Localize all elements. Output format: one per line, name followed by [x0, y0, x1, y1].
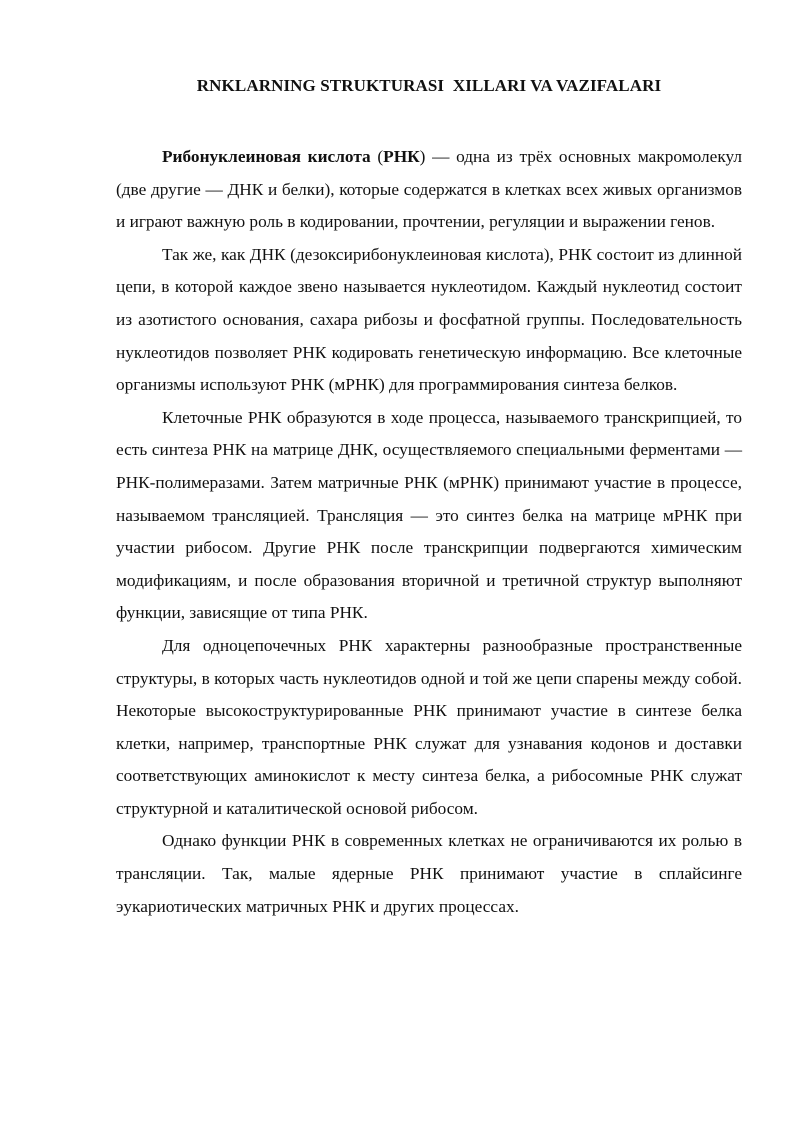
paren-open: (	[370, 147, 384, 166]
document-page	[116, 74, 742, 923]
paragraph-2: Так же, как ДНК (дезоксирибонуклеиновая кислота), РНК состоит из длинной цепи, в которой каждое звено называется нуклеотидом. Каждый нуклеотид состоит из азотистого основания, сахара рибозы и фосфатной группы. Последовательность нуклеотидов позволяет РНК кодировать генетическую информацию. Все клеточные организмы используют РНК (мРНК) для программирования синтеза белков.	[116, 244, 742, 395]
paragraph-3: Клеточные РНК образуются в ходе процесса, называемого транскрипцией, то есть синтеза РНК на матрице ДНК, осуществляемого специальными ферментами — РНК-полимеразами. Затем матричные РНК (мРНК) принимают участие в процессе, называемом трансляцией. Трансляция — это синтез белка на матрице мРНК при участии рибосом. Другие РНК после транскрипции подвергаются химическим модификациям, и после образования вторичной и третичной структур выполняют функции, зависящие от типа РНК.	[116, 407, 742, 623]
paragraph-1	[116, 141, 742, 239]
paragraph-4: Для одноцепочечных РНК характерны разнообразные пространственные структуры, в которых часть нуклеотидов одной и той же цепи спарены между собой. Некоторые высокоструктурированные РНК принимают участие в синтезе белка клетки, например, транспортные РНК служат для узнавания кодонов и доставки соответствующих аминокислот к месту синтеза белка, а рибосомные РНК служат структурной и каталитической основой рибосом.	[116, 635, 742, 818]
abbr-rna: РНК	[383, 147, 420, 166]
term-rna: Рибонуклеиновая кислота	[162, 147, 371, 166]
paragraph-5: Однако функции РНК в современных клетках не ограничиваются их ролью в трансляции. Так, малые ядерные РНК принимают участие в сплайсинге эукариотических матричных РНК и других процессах.	[116, 831, 742, 916]
paragraph-1-rest: ) — одна из трёх основных макромолекул (две другие — ДНК и белки), которые содержатся в клетках всех живых организмов и играют важную роль в кодировании, прочтении, регуляции и выражении генов.	[116, 147, 742, 232]
document-title: RNKLARNING STRUKTURASI XILLARI VA VAZIFALARI	[196, 76, 662, 95]
